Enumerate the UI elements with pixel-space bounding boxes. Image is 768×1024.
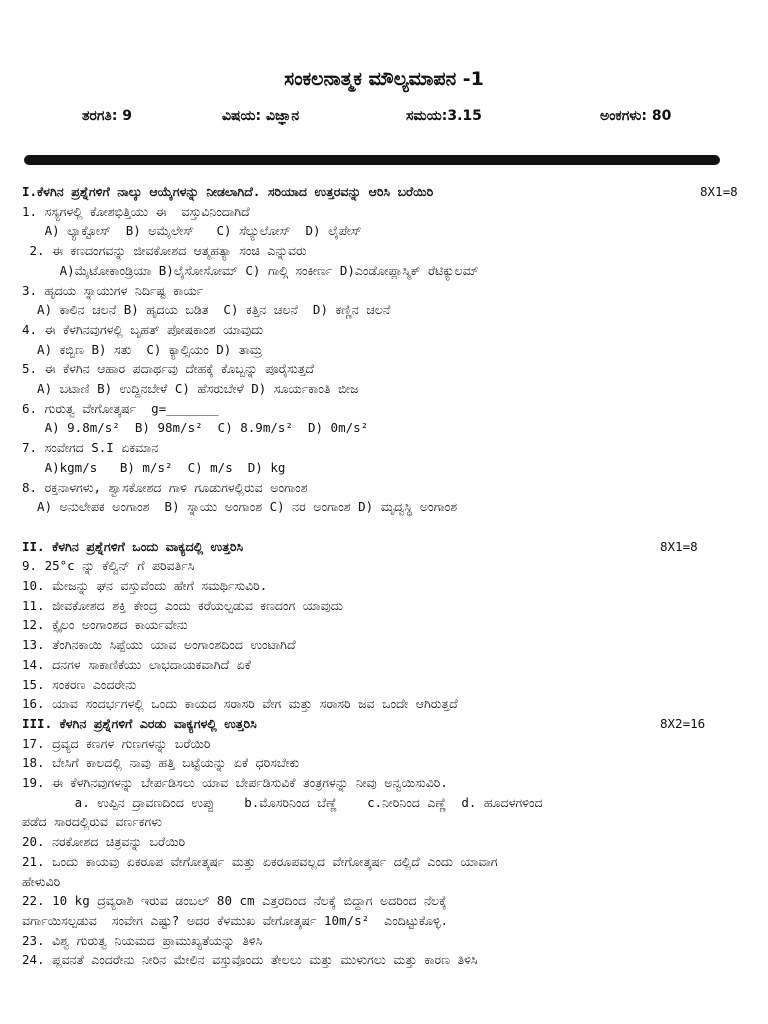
line-text: a. ಉಪ್ಪಿನ ದ್ರಾವಣದಿಂದ ಉಪ್ಪು b.ಮೊಸರಿನಿಂದ ಬೆಣ್ಣೆ c.ನೀರಿನಿಂದ ಎಣ್ಣೆ d. ಹೂದಳಗಳಿಂದ bbox=[22, 794, 543, 810]
question-line bbox=[0, 931, 768, 951]
line-text: A) ಕಾಲಿನ ಚಲನೆ B) ಹೃದಯ ಬಡಿತ C) ಕತ್ತಿನ ಚಲನೆ D) ಕಣ್ಣಿನ ಚಲನೆ bbox=[22, 302, 391, 318]
question-line bbox=[0, 300, 768, 320]
question-line bbox=[0, 793, 768, 813]
header-divider bbox=[24, 155, 720, 165]
section-marks: 8X2=16 bbox=[660, 715, 706, 731]
line-text: A)kgm/s B) m/s² C) m/s D) kg bbox=[22, 459, 286, 475]
time-label: ಸಮಯ:3.15 bbox=[406, 108, 482, 124]
line-text: 7. ಸಂವೇಗದ S.I ಏಕಮಾನ bbox=[22, 440, 159, 456]
line-text: 2. ಈ ಕಣದಂಗವನ್ನು ಜೀವಕೋಶದ ಆತ್ಮಹತ್ಯಾ ಸಂಚಿ ಎನ್ನುವರು bbox=[22, 243, 307, 259]
line-text: 18. ಬೇಸಿಗೆ ಕಾಲದಲ್ಲಿ ನಾವು ಹತ್ತಿ ಬಟ್ಟೆಯನ್ನು ಏಕೆ ಧರಿಸಬೇಕು bbox=[22, 755, 300, 771]
question-line bbox=[0, 753, 768, 773]
question-line bbox=[0, 852, 768, 872]
line-text: 9. 25°c ನ್ನು ಕೆಲ್ವಿನ್ ಗೆ ಪರಿವರ್ತಿಸಿ bbox=[22, 558, 195, 574]
question-line bbox=[0, 281, 768, 301]
question-line bbox=[0, 478, 768, 498]
section-heading bbox=[0, 182, 768, 202]
line-text: 23. ವಿಶ್ವ ಗುರುತ್ವ ನಿಯಮದ ಪ್ರಾಮುಖ್ಯತೆಯನ್ನು ತಿಳಿಸಿ bbox=[22, 932, 263, 948]
question-line bbox=[0, 261, 768, 281]
line-text: 11. ಜೀವಕೋಶದ ಶಕ್ತಿ ಕೇಂದ್ರ ಎಂದು ಕರೆಯಲ್ಪಡುವ ಕಣದಂಗ ಯಾವುದು bbox=[22, 597, 343, 613]
line-text: 14. ದನಗಳ ಸಾಕಾಣಿಕೆಯು ಲಾಭದಾಯಕವಾಗಿದೆ ಏಕೆ bbox=[22, 656, 251, 672]
line-text: A) ಬಟಾಣಿ B) ಉದ್ದಿನಬೇಳೆ C) ಹೆಸರುಬೇಳೆ D) ಸೂರ್ಯಕಾಂತಿ ಬೀಜ bbox=[22, 381, 359, 396]
line-text: 17. ದ್ರವ್ಯದ ಕಣಗಳ ಗುಣಗಳನ್ನು ಬರೆಯಿರಿ bbox=[22, 735, 211, 751]
line-text: A) ಕಬ್ಬಿಣ B) ಸತು C) ಕ್ಯಾಲ್ಸಿಯಂ D) ತಾಮ್ರ bbox=[22, 341, 263, 357]
line-text: 20. ನರಕೋಶದ ಚಿತ್ರವನ್ನು ಬರೆಯಿರಿ bbox=[22, 834, 186, 850]
line-text: A) ಅನುಲೇಪಕ ಅಂಗಾಂಶ B) ಸ್ನಾಯು ಅಂಗಾಂಶ C) ನರ ಅಂಗಾಂಶ D) ಮೃದ್ವಸ್ಥಿ ಅಂಗಾಂಶ bbox=[22, 499, 458, 515]
question-line bbox=[0, 655, 768, 675]
line-text: 1. ಸಸ್ಯಗಳಲ್ಲಿ ಕೋಶಭಿತ್ತಿಯು ಈ ವಸ್ತುವಿನಿಂದಾಗಿದೆ bbox=[22, 203, 250, 219]
section-heading bbox=[0, 537, 768, 557]
question-line bbox=[0, 221, 768, 241]
line-text: ಹೇಳುವಿರಿ bbox=[22, 873, 61, 889]
line-text: 5. ಈ ಕೆಳಗಿನ ಆಹಾರ ಪದಾರ್ಥವು ದೇಹಕ್ಕೆ ಕೊಬ್ಬನ್ನು ಪೂರೈಸುತ್ತದೆ bbox=[22, 361, 314, 377]
question-line bbox=[0, 556, 768, 576]
question-line bbox=[0, 418, 768, 438]
section-heading bbox=[0, 714, 768, 734]
line-text: 8. ರಕ್ತನಾಳಗಳು, ಶ್ವಾಸಕೋಶದ ಗಾಳಿ ಗೂಡುಗಳಲ್ಲಿರುವ ಅಂಗಾಂಶ bbox=[22, 479, 308, 495]
question-line bbox=[0, 950, 768, 970]
question-line bbox=[0, 832, 768, 852]
section-marks: 8X1=8 bbox=[660, 538, 698, 554]
line-text: ಪಡೆದ ಸಾರದಲ್ಲಿರುವ ವರ್ಣಕಗಳು bbox=[22, 814, 162, 830]
line-text: III. ಕೆಳಗಿನ ಪ್ರಶ್ನೆಗಳಿಗೆ ಎರಡು ವಾಕ್ಯಗಳಲ್ಲಿ ಉತ್ತರಿಸಿ bbox=[22, 715, 257, 731]
question-line bbox=[0, 812, 768, 832]
line-text: 24. ಪ್ಲವನತೆ ಎಂದರೇನು ನೀರಿನ ಮೇಲಿನ ವಸ್ತುವೊಂದು ತೇಲಲು ಮತ್ತು ಮುಳುಗಲು ಮತ್ತು ಕಾರಣ ತಿಳಿಸಿ bbox=[22, 952, 478, 968]
line-text: I.ಕೆಳಗಿನ ಪ್ರಶ್ನೆಗಳಿಗೆ ನಾಲ್ಕು ಆಯ್ಕೆಗಳನ್ನು ನೀಡಲಾಗಿದೆ. ಸರಿಯಾದ ಉತ್ತರವನ್ನು ಆರಿಸಿ ಬರೆಯಿರಿ bbox=[22, 184, 434, 199]
question-line bbox=[0, 458, 768, 478]
question-line bbox=[0, 517, 768, 537]
question-line bbox=[0, 911, 768, 931]
question-line bbox=[0, 734, 768, 754]
question-line bbox=[0, 379, 768, 399]
question-line bbox=[0, 438, 768, 458]
subject-label: ವಿಷಯ: ವಿಜ್ಞಾನ bbox=[222, 108, 300, 124]
question-line bbox=[0, 497, 768, 517]
class-label: ತರಗತಿ: 9 bbox=[82, 108, 133, 124]
line-text: 19. ಈ ಕೆಳಗಿನವುಗಳನ್ನು ಬೇರ್ಪಡಿಸಲು ಯಾವ ಬೇರ್ಪಡಿಸುವಿಕೆ ತಂತ್ರಗಳನ್ನು ನೀವು ಅನ್ವಯಿಸುವಿರಿ. bbox=[22, 775, 448, 790]
line-text: 3. ಹೃದಯ ಸ್ನಾಯುಗಳ ನಿರ್ದಿಷ್ಟ ಕಾರ್ಯ bbox=[22, 282, 204, 298]
question-line bbox=[0, 891, 768, 911]
line-text: A) 9.8m/s² B) 98m/s² C) 8.9m/s² D) 0m/s² bbox=[22, 420, 369, 436]
question-line bbox=[0, 359, 768, 379]
line-text: 16. ಯಾವ ಸಂದರ್ಭಗಳಲ್ಲಿ ಒಂದು ಕಾಯದ ಸರಾಸರಿ ವೇಗ ಮತ್ತು ಸರಾಸರಿ ಜವ ಒಂದೇ ಆಗಿರುತ್ತದೆ bbox=[22, 696, 458, 712]
page-title: ಸಂಕಲನಾತ್ಮಕ ಮೌಲ್ಯಮಾಪನ -1 bbox=[284, 68, 484, 90]
question-line bbox=[0, 576, 768, 596]
question-line bbox=[0, 320, 768, 340]
section-marks: 8X1=8 bbox=[700, 184, 738, 199]
question-line bbox=[0, 399, 768, 419]
question-line bbox=[0, 694, 768, 714]
line-text: 12. ಕ್ಸೈಲಂ ಅಂಗಾಂಶದ ಕಾರ್ಯವೇನು bbox=[22, 617, 188, 633]
line-text: II. ಕೆಳಗಿನ ಪ್ರಶ್ನೆಗಳಿಗೆ ಒಂದು ವಾಕ್ಯದಲ್ಲಿ ಉತ್ತರಿಸಿ bbox=[22, 538, 244, 554]
question-line bbox=[0, 202, 768, 222]
line-text: 4. ಈ ಕೆಳಗಿನವುಗಳಲ್ಲಿ ಬೃಹತ್ ಪೋಷಕಾಂಶ ಯಾವುದು bbox=[22, 321, 264, 337]
line-text: A) ಲ್ಯಾಕ್ಟೋಸ್ B) ಅಮೈಲೇಸ್ C) ಸೆಲ್ಯುಲೋಸ್ D) ಲೈಪೇಸ್ bbox=[22, 223, 362, 239]
question-line bbox=[0, 596, 768, 616]
question-line bbox=[0, 773, 768, 793]
line-text: 22. 10 kg ದ್ರವ್ಯರಾಶಿ ಇರುವ ಡಂಬಲ್ 80 cm ಎತ್ತರದಿಂದ ನೆಲಕ್ಕೆ ಬಿದ್ದಾಗ ಅದರಿಂದ ನೆಲಕ್ಕೆ bbox=[22, 893, 447, 909]
line-text: A)ಮೈಟೋಕಾಂಡ್ರಿಯಾ B)ಲೈಸೋಸೋಮ್ C) ಗಾಲ್ಗಿ ಸಂಕೀರ್ಣ D)ಎಂಡೋಪ್ಲಾಸ್ಮಿಕ್ ರೆಟಿಕ್ಯುಲಮ್ bbox=[22, 262, 479, 278]
marks-label: ಅಂಕಗಳು: 80 bbox=[600, 108, 672, 124]
question-line bbox=[0, 241, 768, 261]
line-text: 6. ಗುರುತ್ವ ವೇಗೋತ್ಕರ್ಷ g=_______ bbox=[22, 400, 219, 416]
line-text: ವರ್ಗಾಯಿಸಲ್ಪಡುವ ಸಂವೇಗ ಎಷ್ಟು? ಅದರ ಕೆಳಮುಖ ವೇಗೋತ್ಕರ್ಷ 10m/s² ಎಂದಿಟ್ಟುಕೊಳ್ಳಿ. bbox=[22, 912, 449, 928]
line-text: 13. ತೆಂಗಿನಕಾಯಿ ಸಿಪ್ಪೆಯು ಯಾವ ಅಂಗಾಂಶದಿಂದ ಉಂಟಾಗಿದೆ bbox=[22, 637, 296, 653]
question-line bbox=[0, 872, 768, 892]
question-line bbox=[0, 615, 768, 635]
question-line bbox=[0, 635, 768, 655]
line-text: 21. ಒಂದು ಕಾಯವು ಏಕರೂಪ ವೇಗೋತ್ಕರ್ಷ ಮತ್ತು ಏಕರೂಪವಲ್ಲದ ವೇಗೋತ್ಕರ್ಷ ದಲ್ಲಿದೆ ಎಂದು ಯಾವಾಗ bbox=[22, 853, 498, 869]
question-line bbox=[0, 675, 768, 695]
line-text: 15. ಸಂಕರಣ ಎಂದರೇನು bbox=[22, 676, 137, 692]
line-text: 10. ಮೇಜನ್ನು ಘನ ವಸ್ತುವೆಂದು ಹೇಗೆ ಸಮರ್ಥಿಸುವಿರಿ. bbox=[22, 578, 268, 593]
question-line bbox=[0, 340, 768, 360]
